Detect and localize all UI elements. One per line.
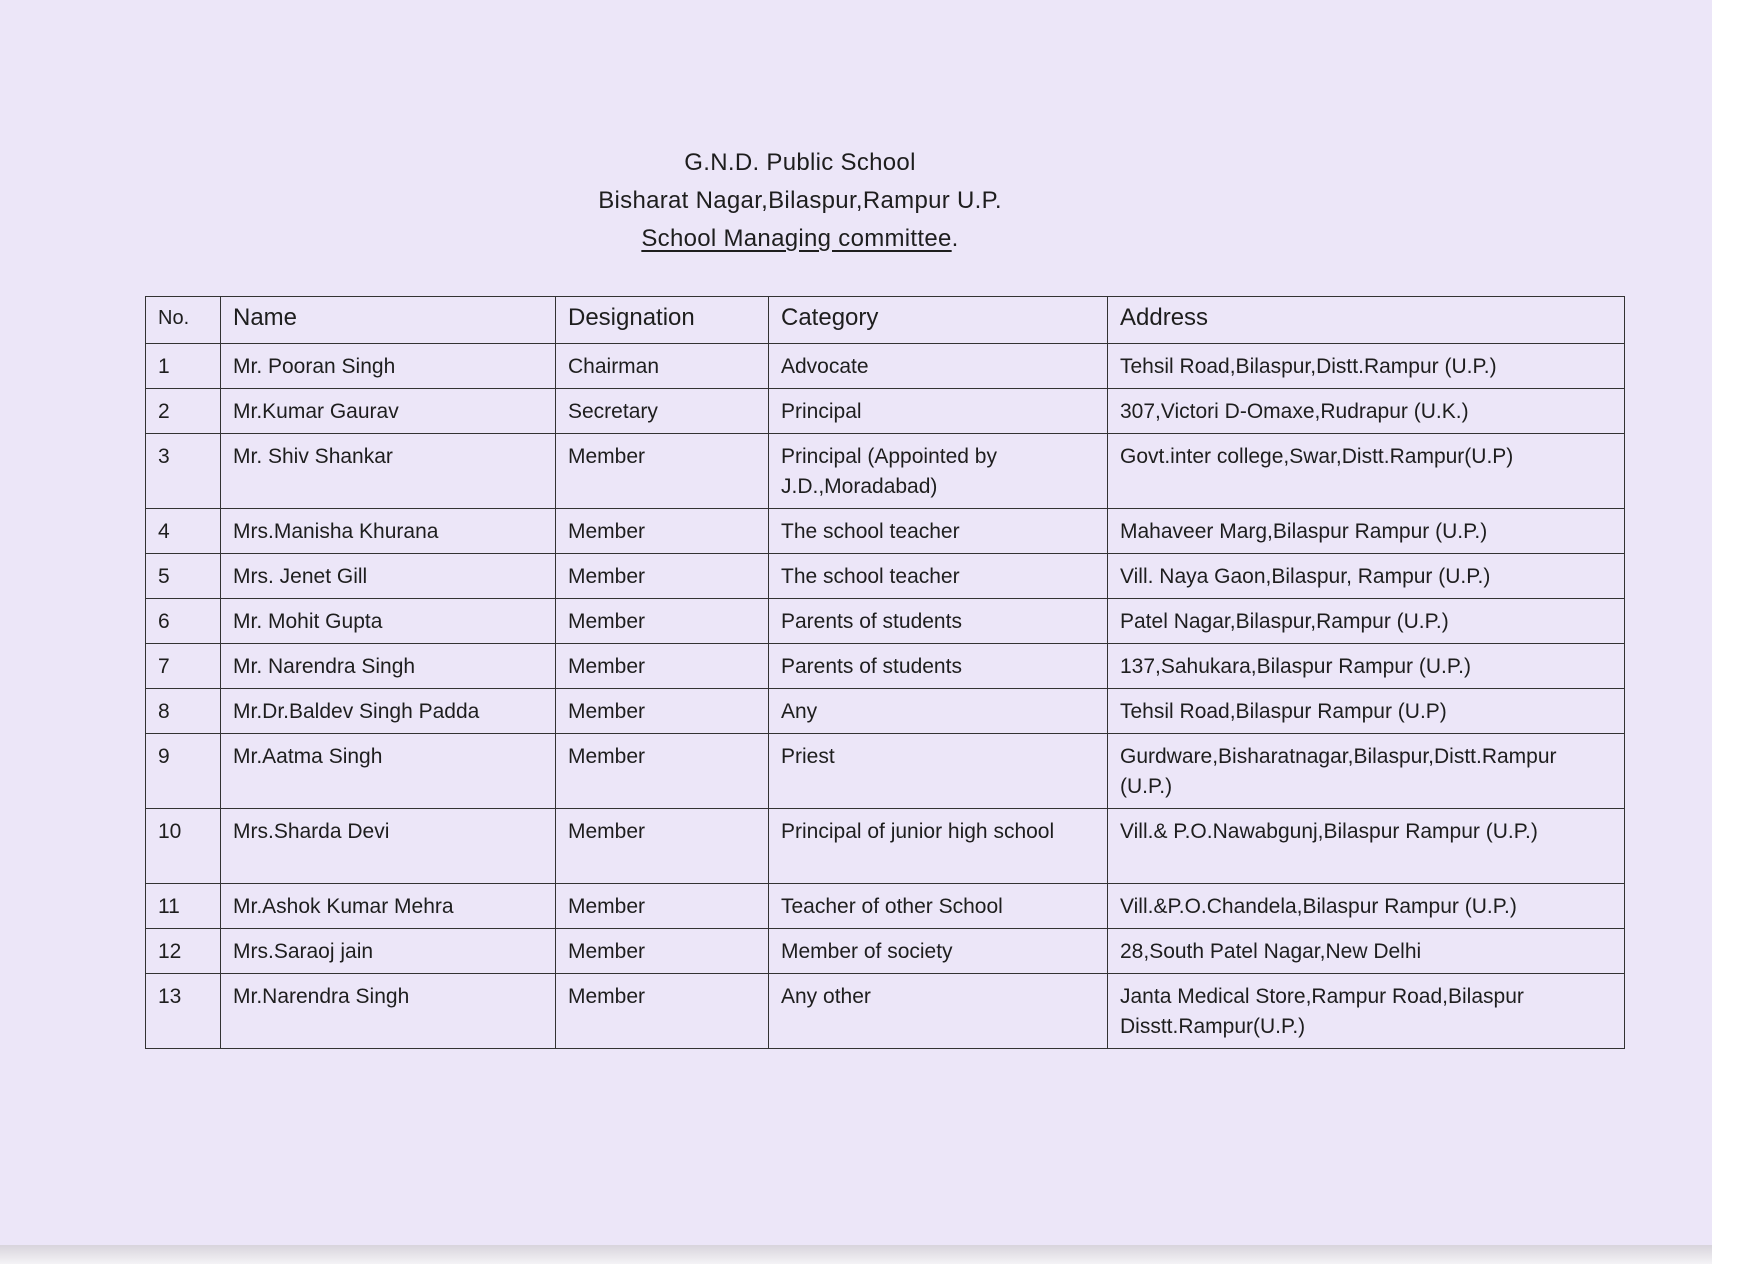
column-header-no: No. <box>146 297 221 344</box>
cell-designation: Member <box>556 929 769 974</box>
cell-designation: Member <box>556 974 769 1049</box>
cell-name: Mr. Pooran Singh <box>221 344 556 389</box>
header-row <box>146 297 1625 344</box>
school-address: Bisharat Nagar,Bilaspur,Rampur U.P. <box>598 187 1002 214</box>
scan-margin-bottom <box>0 1245 1712 1264</box>
cell-category: Parents of students <box>769 599 1108 644</box>
table-body <box>146 344 1625 1049</box>
cell-address: Patel Nagar,Bilaspur,Rampur (U.P.) <box>1108 599 1625 644</box>
cell-no: 11 <box>146 884 221 929</box>
cell-no: 1 <box>146 344 221 389</box>
cell-address: 28,South Patel Nagar,New Delhi <box>1108 929 1625 974</box>
cell-designation: Secretary <box>556 389 769 434</box>
cell-category: Member of society <box>769 929 1108 974</box>
cell-designation: Member <box>556 644 769 689</box>
table-row <box>146 599 1625 644</box>
document-header <box>0 144 1600 258</box>
school-name: G.N.D. Public School <box>684 149 916 176</box>
table-row <box>146 509 1625 554</box>
cell-name: Mr.Aatma Singh <box>221 734 556 809</box>
cell-category: Principal of junior high school <box>769 809 1108 884</box>
cell-designation: Member <box>556 509 769 554</box>
cell-address: Janta Medical Store,Rampur Road,Bilaspur Disstt.Rampur(U.P.) <box>1108 974 1625 1049</box>
cell-no: 9 <box>146 734 221 809</box>
column-header-name: Name <box>221 297 556 344</box>
cell-address: Gurdware,Bisharatnagar,Bilaspur,Distt.Rampur (U.P.) <box>1108 734 1625 809</box>
cell-name: Mr. Shiv Shankar <box>221 434 556 509</box>
cell-category: Any <box>769 689 1108 734</box>
cell-address: Tehsil Road,Bilaspur,Distt.Rampur (U.P.) <box>1108 344 1625 389</box>
column-header-designation: Designation <box>556 297 769 344</box>
table-row <box>146 734 1625 809</box>
table-row <box>146 389 1625 434</box>
cell-no: 8 <box>146 689 221 734</box>
table-row <box>146 554 1625 599</box>
cell-designation: Member <box>556 554 769 599</box>
table-row <box>146 974 1625 1049</box>
table-row <box>146 689 1625 734</box>
cell-category: Principal (Appointed by J.D.,Moradabad) <box>769 434 1108 509</box>
cell-name: Mr.Ashok Kumar Mehra <box>221 884 556 929</box>
cell-address: 307,Victori D-Omaxe,Rudrapur (U.K.) <box>1108 389 1625 434</box>
cell-name: Mr. Narendra Singh <box>221 644 556 689</box>
cell-name: Mrs.Manisha Khurana <box>221 509 556 554</box>
cell-no: 2 <box>146 389 221 434</box>
cell-address: Govt.inter college,Swar,Distt.Rampur(U.P) <box>1108 434 1625 509</box>
table-row <box>146 434 1625 509</box>
cell-category: The school teacher <box>769 509 1108 554</box>
cell-no: 4 <box>146 509 221 554</box>
cell-category: Any other <box>769 974 1108 1049</box>
cell-name: Mr. Mohit Gupta <box>221 599 556 644</box>
cell-name: Mr.Kumar Gaurav <box>221 389 556 434</box>
cell-name: Mrs. Jenet Gill <box>221 554 556 599</box>
cell-address: Vill. Naya Gaon,Bilaspur, Rampur (U.P.) <box>1108 554 1625 599</box>
cell-category: Advocate <box>769 344 1108 389</box>
committee-title-line <box>0 220 1600 258</box>
table-row <box>146 884 1625 929</box>
scan-margin-right <box>1712 0 1753 1264</box>
cell-category: The school teacher <box>769 554 1108 599</box>
column-header-address: Address <box>1108 297 1625 344</box>
cell-address: Vill.&P.O.Chandela,Bilaspur Rampur (U.P.) <box>1108 884 1625 929</box>
cell-designation: Member <box>556 599 769 644</box>
cell-designation: Member <box>556 809 769 884</box>
cell-address: Tehsil Road,Bilaspur Rampur (U.P) <box>1108 689 1625 734</box>
cell-no: 10 <box>146 809 221 884</box>
cell-designation: Member <box>556 434 769 509</box>
cell-no: 13 <box>146 974 221 1049</box>
table-row <box>146 929 1625 974</box>
cell-no: 7 <box>146 644 221 689</box>
cell-category: Priest <box>769 734 1108 809</box>
cell-designation: Member <box>556 734 769 809</box>
table-row <box>146 344 1625 389</box>
cell-no: 5 <box>146 554 221 599</box>
cell-name: Mr.Dr.Baldev Singh Padda <box>221 689 556 734</box>
cell-address: Mahaveer Marg,Bilaspur Rampur (U.P.) <box>1108 509 1625 554</box>
cell-address: 137,Sahukara,Bilaspur Rampur (U.P.) <box>1108 644 1625 689</box>
column-header-category: Category <box>769 297 1108 344</box>
cell-name: Mrs.Sharda Devi <box>221 809 556 884</box>
cell-category: Teacher of other School <box>769 884 1108 929</box>
committee-title-suffix: . <box>951 225 959 252</box>
committee-title: School Managing committee <box>641 225 952 252</box>
cell-no: 3 <box>146 434 221 509</box>
table-header <box>146 297 1625 344</box>
table-row <box>146 809 1625 884</box>
cell-name: Mrs.Saraoj jain <box>221 929 556 974</box>
cell-no: 12 <box>146 929 221 974</box>
cell-designation: Member <box>556 689 769 734</box>
cell-category: Principal <box>769 389 1108 434</box>
cell-no: 6 <box>146 599 221 644</box>
cell-name: Mr.Narendra Singh <box>221 974 556 1049</box>
table-row <box>146 644 1625 689</box>
cell-address: Vill.& P.O.Nawabgunj,Bilaspur Rampur (U.P.) <box>1108 809 1625 884</box>
cell-designation: Member <box>556 884 769 929</box>
committee-table <box>145 296 1625 1049</box>
cell-designation: Chairman <box>556 344 769 389</box>
cell-category: Parents of students <box>769 644 1108 689</box>
